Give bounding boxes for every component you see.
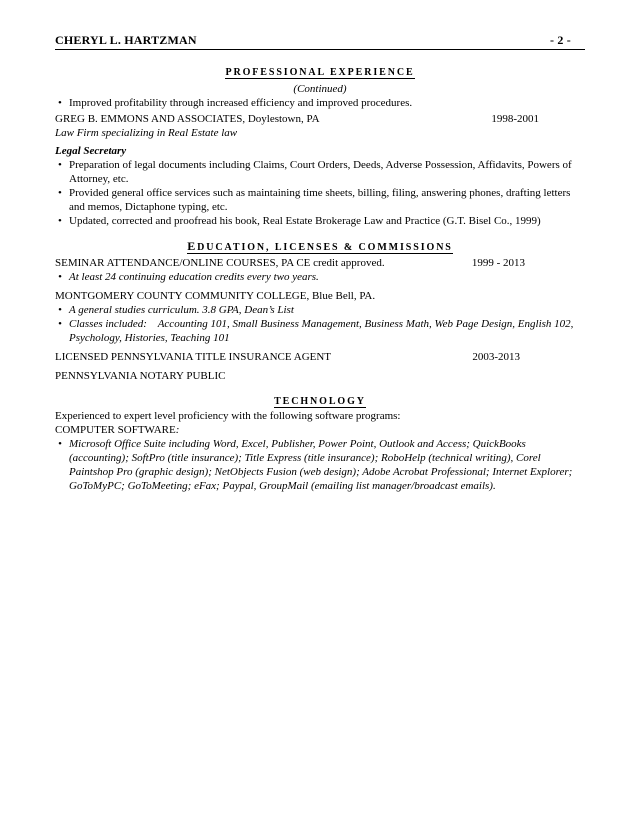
- license-row: [55, 350, 585, 364]
- technology-intro: Experienced to expert level proficiency with the following software programs:: [55, 410, 401, 422]
- college-name: MONTGOMERY COUNTY COMMUNITY COLLEGE, Blue Bell, PA.: [55, 290, 376, 302]
- employer-dates: 1998-2001: [491, 113, 539, 125]
- education-heading: [55, 239, 585, 255]
- list-item: • A general studies curriculum. 3.8 GPA, Dean’s List: [55, 303, 585, 317]
- page-number: - 2 -: [550, 33, 571, 47]
- license-name: LICENSED PENNSYLVANIA TITLE INSURANCE AGENT: [55, 351, 332, 363]
- software-bullets: [55, 437, 585, 493]
- software-label: COMPUTER SOFTWARE: [55, 424, 176, 436]
- seminar-bullets: [55, 270, 585, 284]
- license-dates: 2003-2013: [472, 351, 520, 363]
- experience-title-rest-2: XPERIENCE: [338, 67, 415, 78]
- seminar-dates: 1999 - 2013: [471, 257, 525, 269]
- technology-title: TECHNOLOGY: [274, 396, 366, 407]
- education-title-rest: DUCATION, LICENSES & COMMISSIONS: [197, 242, 453, 253]
- list-item: • At least 24 continuing education credits every two years.: [55, 270, 585, 284]
- experience-heading: [55, 66, 585, 80]
- seminar-name: SEMINAR ATTENDANCE/ONLINE COURSES, PA CE credit approved.: [55, 257, 385, 269]
- college-bullets: [55, 303, 585, 345]
- job-role: Legal Secretary: [55, 145, 127, 157]
- software-label-line: [55, 423, 585, 437]
- software-colon: :: [175, 424, 180, 436]
- list-item: • Classes included: Accounting 101, Small Business Management, Business Math, Web Page Design, English 102, Psychology, Histories, Teaching 101: [55, 317, 585, 345]
- employer-name: GREG B. EMMONS AND ASSOCIATES, Doylestown, PA: [55, 113, 320, 125]
- technology-heading: [55, 395, 585, 409]
- list-item: • Improved profitability through increased efficiency and improved procedures.: [55, 96, 585, 110]
- page-header: [55, 32, 585, 50]
- employer-description: Law Firm specializing in Real Estate law: [55, 127, 238, 139]
- experience-title-cap-2: E: [329, 67, 339, 78]
- education-title-cap: E: [187, 239, 198, 253]
- continued-label: (Continued): [293, 83, 347, 95]
- employer-row: [55, 112, 585, 126]
- resume-page: [55, 32, 585, 493]
- notary-label: PENNSYLVANIA NOTARY PUBLIC: [55, 370, 226, 382]
- list-item: • Preparation of legal documents including Claims, Court Orders, Deeds, Adverse Possession, Affidavits, Powers of Attorney, etc.: [55, 158, 585, 186]
- header-name: CHERYL L. HARTZMAN: [55, 33, 197, 47]
- list-item: • Updated, corrected and proofread his book, Real Estate Brokerage Law and Practice (G.T. Bisel Co., 1999): [55, 214, 585, 228]
- seminar-row: [55, 256, 585, 270]
- prior-bullets: [55, 96, 585, 110]
- experience-title-cap-1: P: [225, 67, 234, 78]
- role-bullets: [55, 158, 585, 228]
- list-item: • Microsoft Office Suite including Word, Excel, Publisher, Power Point, Outlook and Access; QuickBooks (accounting); SoftPro (title insurance); Title Express (title insurance); RoboHelp (technical writing), Corel Paintshop Pro (graphic design); NetObjects Fusion (web design); Adobe Acrobat Professional; Internet Explorer; GoToMyPC; GoToMeeting; eFax; Paypal, GroupMail (emailing list manager/broadcast emails).: [55, 437, 585, 493]
- experience-title-rest-1: ROFESSIONAL: [233, 67, 330, 78]
- list-item: • Provided general office services such as maintaining time sheets, billing, filing, answering phones, drafting letters and memos, Dictaphone typing, etc.: [55, 186, 585, 214]
